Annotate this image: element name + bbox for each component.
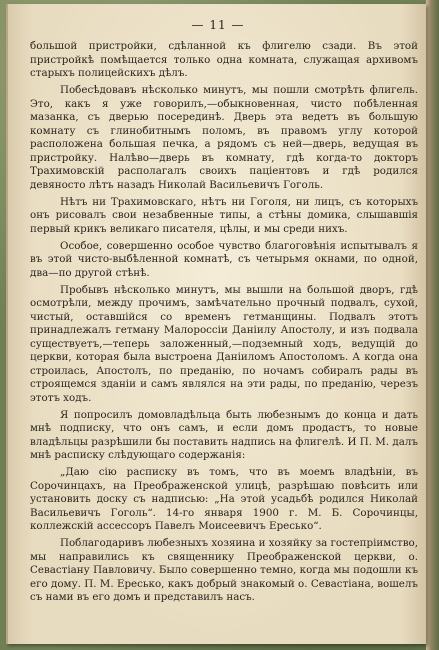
paragraph-1: большой пристройки, сдѣланной къ флигелю сзади. Въ этой пристройкѣ помѣщается только одна комната, служащая архивомъ старыхъ полицейскихъ дѣлъ. [30,40,418,79]
paragraph-6: Я попросилъ домовладѣльца быть любезнымъ до конца и дать мнѣ подписку, что онъ самъ, и если домъ продастъ, то новые владѣльцы разрѣшили бы поставить надпись на флигелѣ. И П. М. далъ мнѣ расписку слѣдующаго содержанiя: [30,408,418,461]
paragraph-7-receipt-quote: „Даю сiю расписку въ томъ, что въ моемъ владѣнiи, въ Сорочинцахъ, на Преображенской улицѣ, разрѣшаю повѣсить или установить доску съ надписью: „На этой усадьбѣ родился Николай Васильевичъ Гоголь“. 14-го января 1900 г. М. Б. Сорочинцы, коллежскiй ассессоръ Павелъ Моисеевичъ Ересько“. [30,466,418,532]
book-page [6,4,426,644]
paragraph-4: Особое, совершенно особое чувство благоговѣнiя испытывалъ я въ этой чисто-выбѣленной комнатѣ, съ четырьмя окнами, по одной, два—по другой стѣнѣ. [30,239,418,279]
paragraph-5: Пробывъ нѣсколько минутъ, мы вышли на большой дворъ, гдѣ осмотрѣли, между прочимъ, замѣчательно прочный подвалъ, сухой, чистый, оставшiйся со временъ гетманщины. Подвалъ этотъ принадлежалъ гетману Малороссiи Данiилу Апостолу, и изъ подвала существуетъ,—теперь заложенный,—подземный ходъ, ведущiй до церкви, которая была выстроена Данiиломъ Апостоломъ. А когда она строилась, Апостолъ, по преданiю, по ночамъ собиралъ рады въ строящемся зданiи и самъ являлся на эти рады, по преданiю, черезъ этотъ ходъ. [30,283,418,404]
page-text [30,40,418,605]
book-spine-edge [426,0,439,650]
paragraph-8: Поблагодаривъ любезныхъ хозяина и хозяйку за гостепрiимство, мы направились къ священнику Преображенской церкви, о. Севастiану Павловичу. Было совершенно темно, когда мы подошли къ его дому. П. М. Ересько, какъ добрый знакомый о. Севастiана, вошелъ съ нами въ его домъ и представилъ насъ. [30,537,418,603]
page-number: — 11 — [191,18,245,32]
paragraph-3: Нѣтъ ни Трахимовскаго, нѣтъ ни Гоголя, ни лицъ, съ которыхъ онъ рисовалъ свои незабвенные типы, а стѣны домика, слышавшiя первый крикъ великаго писателя, цѣлы, и мы среди нихъ. [30,195,418,235]
paragraph-2: Побесѣдовавъ нѣсколько минутъ, мы пошли смотрѣть флигель. Это, какъ я уже говорилъ,—обыкновенная, чисто побѣленная мазанка, съ дверью посерединѣ. Дверь эта ведетъ въ большую комнату съ глинобитнымъ поломъ, въ правомъ углу которой расположена большая печка, а рядомъ съ ней—дверь, ведущая въ пристройку. Налѣво—дверь въ комнату, гдѣ когда-то докторъ Трахимовскій располагалъ своихъ пацiентовъ и гдѣ родился девяносто лѣтъ назадъ Николай Васильевичъ Гоголь. [30,84,418,191]
